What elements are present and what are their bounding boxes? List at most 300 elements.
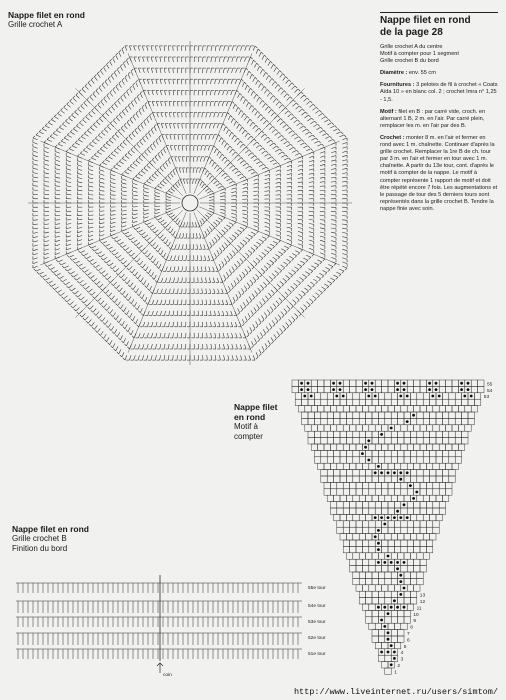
grid-a-stitch: [245, 269, 248, 273]
grid-a-stitch: [204, 244, 206, 249]
motif-cell: [311, 425, 317, 431]
grid-a-chain: [323, 290, 325, 292]
motif-cell: [394, 489, 400, 495]
grid-a-stitch: [173, 333, 174, 338]
grid-a-stitch: [173, 79, 174, 84]
grid-a-chain: [279, 318, 281, 320]
grid-a-stitch: [187, 222, 188, 227]
motif-cell: [430, 431, 436, 437]
grid-a-stitch: [302, 291, 306, 294]
grid-a-chain: [71, 306, 73, 308]
motif-cell: [414, 540, 420, 546]
motif-cell: [353, 514, 359, 520]
grid-a-stitch: [245, 46, 247, 51]
grid-a-chain: [85, 84, 87, 86]
motif-cell: [314, 399, 320, 405]
grid-a-chain: [89, 324, 91, 326]
grid-a-chain: [124, 123, 126, 125]
grid-a-stitch: [89, 259, 93, 262]
grid-a-stitch: [55, 220, 60, 221]
grid-a-chain: [224, 280, 226, 282]
grid-a-stitch: [173, 355, 174, 360]
motif-cell: [391, 418, 397, 424]
grid-a-chain: [264, 86, 266, 88]
motif-cell: [417, 514, 423, 520]
grid-a-stitch: [165, 311, 166, 316]
motif-cell: [346, 495, 352, 501]
motif-cell: [452, 406, 458, 412]
motif-cell: [449, 399, 455, 405]
motif-cell: [391, 578, 397, 584]
motif-cell: [362, 463, 368, 469]
grid-a-chain: [311, 149, 313, 151]
grid-a-chain: [112, 332, 114, 334]
grid-a-chain: [270, 328, 272, 330]
grid-a-chain: [128, 151, 130, 153]
motif-cell: [378, 553, 384, 559]
grid-a-chain: [266, 72, 268, 74]
grid-a-chain: [81, 135, 83, 137]
motif-cell: [452, 425, 458, 431]
grid-a-stitch: [87, 273, 91, 276]
grid-a-stitch: [271, 64, 274, 68]
grid-a-chain: [141, 122, 143, 124]
motif-cell: [327, 476, 333, 482]
grid-a-stitch: [122, 214, 127, 215]
grid-a-stitch: [155, 196, 160, 197]
grid-a-stitch: [169, 322, 170, 327]
motif-cell: [394, 527, 400, 533]
grid-a-stitch: [265, 343, 267, 347]
grid-a-chain: [245, 227, 247, 229]
grid-a-chain: [245, 321, 247, 323]
grid-a-stitch: [169, 68, 170, 73]
grid-a-stitch: [55, 224, 60, 225]
grid-a-chain: [87, 129, 89, 131]
grid-a-stitch: [246, 166, 250, 169]
motif-cell: [398, 636, 404, 642]
grid-a-chain: [240, 232, 242, 234]
motif-cell: [369, 566, 375, 572]
grid-a-chain: [334, 264, 336, 266]
grid-a-stitch: [283, 278, 287, 281]
grid-a-chain: [106, 247, 108, 249]
grid-a-stitch: [309, 190, 314, 191]
grid-a-stitch: [305, 288, 309, 291]
motif-cell: [388, 386, 394, 392]
motif-cell: [359, 431, 365, 437]
grid-a-stitch: [219, 333, 220, 338]
grid-a-chain: [95, 106, 97, 108]
grid-a-stitch: [50, 267, 55, 269]
grid-a-stitch: [342, 168, 347, 169]
grid-a-chain: [202, 181, 204, 183]
grid-a-chain: [263, 303, 265, 305]
grid-a-stitch: [271, 290, 274, 294]
grid-a-stitch: [342, 142, 347, 144]
grid-a-chain: [142, 236, 144, 238]
grid-a-stitch: [139, 291, 141, 295]
grid-a-stitch: [64, 266, 69, 268]
motif-cell: [318, 380, 324, 386]
grid-a-stitch: [163, 222, 167, 225]
grid-a-chain: [246, 273, 248, 275]
grid-a-stitch: [206, 79, 207, 84]
grid-a-stitch: [298, 182, 303, 183]
motif-cell: [465, 425, 471, 431]
grid-a-stitch: [331, 236, 336, 237]
grid-a-stitch: [232, 235, 236, 238]
grid-a-stitch: [147, 46, 148, 51]
grid-a-stitch: [198, 278, 199, 283]
motif-cell: [404, 495, 410, 501]
grid-a-stitch: [202, 300, 203, 305]
grid-a-chain: [109, 250, 111, 252]
motif-cell: [350, 559, 356, 565]
grid-a-stitch: [256, 128, 259, 132]
grid-a-stitch: [297, 280, 301, 283]
grid-a-stitch: [275, 318, 278, 322]
grid-a-stitch: [260, 100, 263, 104]
grid-a-chain: [98, 255, 100, 257]
grid-a-stitch: [243, 99, 245, 103]
grid-a-stitch: [236, 294, 238, 299]
grid-a-stitch: [301, 95, 305, 98]
grid-a-stitch: [342, 173, 347, 174]
grid-a-stitch: [33, 262, 38, 264]
grid-a-chain: [113, 270, 115, 272]
grid-a-chain: [285, 108, 287, 110]
grid-a-stitch: [232, 355, 233, 360]
grid-a-chain: [101, 130, 103, 132]
grid-a-stitch: [243, 163, 247, 166]
grid-a-stitch: [209, 200, 214, 201]
grid-a-stitch: [214, 181, 218, 184]
grid-a-stitch: [111, 75, 114, 79]
motif-cell: [372, 476, 378, 482]
grid-a-stitch: [281, 312, 284, 316]
grid-a-chain: [111, 152, 113, 154]
grid-a-chain: [236, 168, 238, 170]
grid-a-chain: [233, 165, 235, 167]
grid-a-stitch: [331, 220, 336, 221]
grid-a-stitch: [33, 220, 38, 221]
grid-a-stitch: [242, 210, 247, 211]
motif-cell: [362, 585, 368, 591]
grid-a-chain: [164, 242, 166, 244]
grid-a-chain: [123, 296, 125, 298]
motif-cell: [430, 495, 436, 501]
motif-row-label: 8: [410, 625, 413, 631]
grid-a-stitch: [239, 291, 241, 295]
grid-a-chain: [111, 346, 113, 348]
motif-cell: [369, 521, 375, 527]
grid-a-stitch: [182, 244, 183, 249]
grid-a-chain: [78, 107, 80, 109]
grid-a-stitch: [160, 168, 163, 172]
grid-a-chain: [60, 280, 62, 282]
grid-a-chain: [99, 272, 101, 274]
grid-a-chain: [151, 261, 153, 263]
grid-a-chain: [98, 103, 100, 105]
grid-a-chain: [240, 279, 242, 281]
grid-a-chain: [223, 249, 225, 251]
motif-cell: [404, 534, 410, 540]
grid-a-stitch: [142, 107, 144, 112]
grid-a-chain: [267, 252, 269, 254]
motif-title-1: Nappe filet: [234, 402, 278, 412]
heading-line-1: Nappe filet en rond: [380, 15, 471, 26]
grid-a-stitch: [125, 77, 127, 82]
grid-a-chain: [230, 146, 232, 148]
grid-a-stitch: [278, 88, 281, 92]
grid-a-chain: [96, 269, 98, 271]
grid-a-stitch: [214, 289, 215, 294]
grid-a-chain: [127, 120, 129, 122]
grid-a-stitch: [259, 148, 263, 151]
grid-a-chain: [113, 87, 115, 89]
grid-a-stitch: [311, 266, 316, 268]
grid-a-stitch: [166, 208, 171, 209]
grid-a-stitch: [77, 186, 82, 187]
grid-a-stitch: [250, 122, 253, 126]
grid-a-stitch: [280, 281, 284, 284]
grid-a-stitch: [55, 236, 60, 237]
grid-a-chain: [150, 228, 152, 230]
grid-a-stitch: [44, 241, 49, 242]
motif-cell: [372, 450, 378, 456]
grid-a-stitch: [151, 57, 152, 62]
grid-a-stitch: [100, 182, 105, 183]
motif-cell: [458, 406, 464, 412]
grid-a-stitch: [210, 90, 211, 95]
grid-a-chain: [145, 102, 147, 104]
grid-a-chain: [65, 300, 67, 302]
grid-a-stitch: [214, 300, 215, 305]
grid-a-stitch: [145, 152, 148, 156]
motif-cell: [359, 553, 365, 559]
grid-a-chain: [321, 127, 323, 129]
grid-a-chain: [120, 64, 122, 66]
grid-a-stitch: [107, 96, 110, 100]
motif-cell: [302, 418, 308, 424]
grid-a-chain: [116, 304, 118, 306]
grid-a-chain: [270, 123, 272, 125]
motif-cell: [385, 617, 391, 623]
motif-cell: [442, 450, 448, 456]
grid-a-chain: [245, 130, 247, 132]
grid-a-chain: [77, 281, 79, 283]
motif-filled-dot: [393, 651, 396, 654]
motif-filled-dot: [393, 471, 396, 474]
grid-a-stitch: [44, 245, 49, 246]
grid-a-stitch: [83, 150, 88, 152]
grid-a-stitch: [200, 244, 201, 249]
grid-a-stitch: [173, 231, 175, 235]
grid-a-chain: [311, 271, 313, 273]
grid-a-stitch: [98, 105, 101, 109]
grid-a-stitch: [204, 157, 206, 162]
border-sub-2: Finition du bord: [12, 544, 68, 553]
grid-a-stitch: [55, 190, 60, 191]
grid-a-chain: [290, 245, 292, 247]
grid-a-chain: [111, 315, 113, 317]
grid-a-stitch: [243, 302, 245, 306]
grid-a-stitch: [279, 105, 282, 109]
grid-a-chain: [235, 135, 237, 137]
motif-cell: [430, 470, 436, 476]
grid-a-chain: [253, 169, 255, 171]
grid-a-stitch: [289, 319, 292, 323]
grid-a-chain: [143, 300, 145, 302]
grid-a-stitch: [342, 147, 347, 149]
grid-a-stitch: [168, 46, 169, 51]
grid-a-chain: [249, 270, 251, 272]
grid-a-chain: [137, 325, 139, 327]
grid-a-chain: [102, 305, 104, 307]
motif-cell: [378, 418, 384, 424]
motif-cell: [471, 386, 477, 392]
grid-a-chain: [289, 292, 291, 294]
grid-a-stitch: [161, 300, 162, 305]
grid-a-chain: [304, 95, 306, 97]
grid-a-chain: [269, 297, 271, 299]
grid-a-stitch: [311, 138, 316, 140]
grid-a-chain: [230, 274, 232, 276]
grid-a-stitch: [177, 57, 178, 62]
grid-a-chain: [263, 272, 265, 274]
grid-a-stitch: [262, 55, 264, 60]
grid-a-stitch: [55, 151, 60, 153]
instructions-block: [380, 44, 498, 218]
grid-a-stitch: [331, 245, 336, 246]
grid-a-stitch: [328, 140, 333, 142]
motif-cell: [401, 623, 407, 629]
grid-a-chain: [260, 66, 262, 68]
grid-a-stitch: [267, 157, 271, 159]
grid-a-chain: [211, 230, 213, 232]
grid-a-stitch: [281, 138, 285, 141]
grid-a-stitch: [209, 208, 214, 209]
grid-a-stitch: [193, 233, 194, 238]
grid-a-chain: [92, 139, 94, 141]
grid-a-stitch: [238, 308, 240, 313]
motif-cell: [423, 495, 429, 501]
grid-a-stitch: [33, 173, 38, 174]
grid-a-stitch: [116, 346, 118, 351]
grid-a-stitch: [228, 46, 229, 51]
motif-cell: [420, 406, 426, 412]
grid-a-chain: [139, 108, 141, 110]
grid-a-stitch: [33, 151, 38, 153]
motif-filled-dot: [438, 395, 441, 398]
grid-a-stitch: [77, 236, 82, 238]
grid-a-chain: [163, 226, 165, 228]
motif-cell: [398, 399, 404, 405]
grid-a-chain: [81, 254, 83, 256]
grid-a-stitch: [178, 255, 179, 260]
motif-cell: [314, 418, 320, 424]
grid-a-chain: [251, 315, 253, 317]
grid-a-stitch: [254, 183, 259, 184]
grid-a-chain: [272, 109, 274, 111]
grid-a-chain: [218, 135, 220, 137]
grid-a-stitch: [169, 90, 170, 95]
grid-a-stitch: [78, 140, 82, 143]
grid-a-stitch: [265, 226, 270, 228]
grid-a-stitch: [226, 272, 228, 276]
grid-a-stitch: [222, 173, 226, 176]
grid-a-stitch: [107, 307, 110, 311]
grid-a-chain: [258, 340, 260, 342]
grid-a-chain: [169, 231, 171, 233]
motif-cell: [353, 578, 359, 584]
grid-a-stitch: [127, 91, 130, 95]
grid-a-stitch: [88, 165, 93, 167]
motif-cell: [372, 610, 378, 616]
grid-a-stitch: [227, 179, 231, 182]
grid-a-chain: [141, 266, 143, 268]
grid-a-chain: [252, 105, 254, 107]
motif-cell: [340, 534, 346, 540]
grid-a-stitch: [253, 211, 258, 212]
grid-a-chain: [220, 183, 222, 185]
grid-a-stitch: [263, 72, 266, 76]
motif-cell: [359, 514, 365, 520]
grid-a-chain: [131, 148, 133, 150]
grid-a-stitch: [92, 292, 96, 295]
grid-a-stitch: [247, 283, 250, 287]
grid-a-stitch: [292, 86, 295, 90]
motif-cell: [442, 495, 448, 501]
motif-cell: [378, 457, 384, 463]
motif-cell: [359, 412, 365, 418]
grid-a-stitch: [161, 250, 163, 254]
grid-a-chain: [250, 332, 252, 334]
grid-a-stitch: [310, 282, 314, 285]
crochet-paragraph: [380, 135, 498, 213]
motif-filled-dot: [399, 478, 402, 481]
grid-a-stitch: [44, 151, 49, 153]
motif-cell: [404, 450, 410, 456]
motif-cell: [449, 431, 455, 437]
grid-a-chain: [303, 263, 305, 265]
grid-a-stitch: [173, 46, 174, 51]
motif-cell: [398, 418, 404, 424]
grid-a-stitch: [147, 57, 148, 62]
motif-cell: [410, 393, 416, 399]
grid-a-stitch: [77, 223, 82, 224]
grid-a-stitch: [164, 68, 165, 73]
grid-a-stitch: [66, 186, 71, 187]
grid-a-chain: [71, 275, 73, 277]
grid-a-stitch: [193, 222, 194, 227]
grid-a-chain: [295, 256, 297, 258]
grid-a-chain: [124, 265, 126, 267]
grid-a-stitch: [205, 256, 206, 261]
grid-a-stitch: [309, 236, 314, 237]
motif-cell: [426, 508, 432, 514]
grid-a-chain: [298, 89, 300, 91]
grid-a-stitch: [147, 79, 149, 84]
grid-a-chain: [284, 122, 286, 124]
grid-a-stitch: [64, 107, 68, 110]
grid-a-chain: [264, 255, 266, 257]
grid-a-chain: [302, 311, 304, 313]
grid-a-stitch: [300, 277, 304, 280]
grid-a-stitch: [251, 91, 254, 95]
motif-cell: [439, 425, 445, 431]
